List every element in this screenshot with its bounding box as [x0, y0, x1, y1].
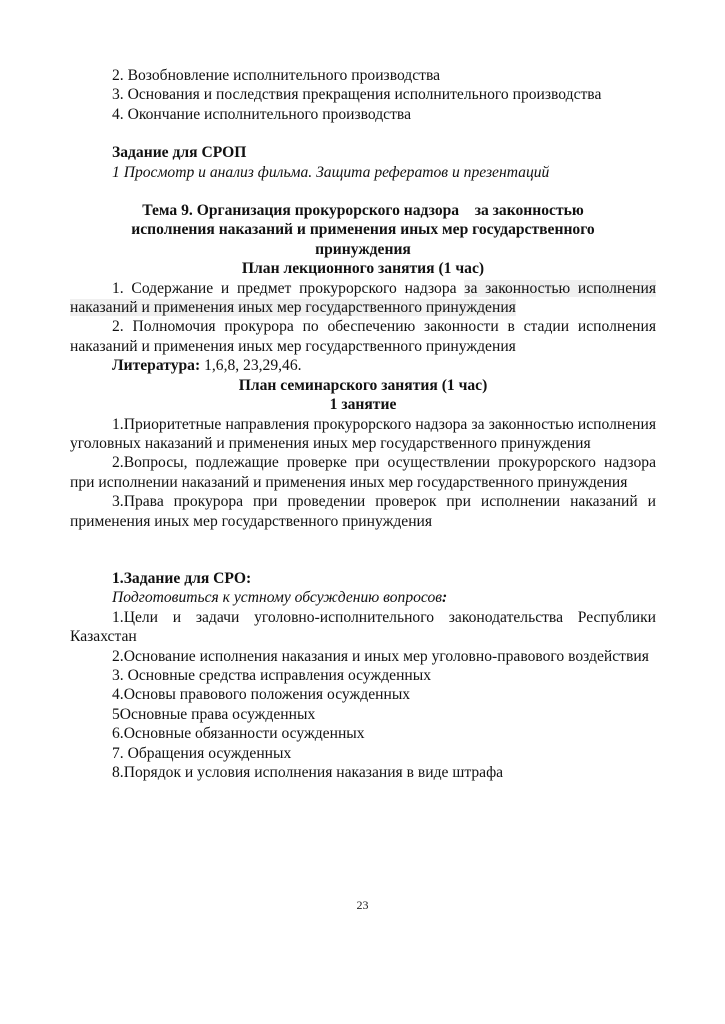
sro-item: 2.Основание исполнения наказания и иных мер уголовно-правового воздействия [112, 647, 649, 665]
sro-heading: 1.Задание для СРО: [112, 569, 252, 587]
list-item: 2. Возобновление исполнительного производства [112, 67, 441, 84]
sro-item: 7. Обращения осужденных [112, 744, 292, 762]
seminar-item: 1.Приоритетные направления прокурорского надзора за законностью исполнения уголовных наказаний и применения иных мер государственного принуждения [70, 415, 656, 452]
sro-item: 3. Основные средства исправления осужденных [112, 666, 432, 684]
seminar-item: 3.Права прокурора при проведении проверок при исполнении наказаний и применения иных мер государственного принуждения [70, 493, 656, 530]
lecture-plan-heading: План лекционного занятия (1 час) [241, 260, 485, 278]
sro-subheading: Подготовиться к устному обсуждению вопросов: [112, 589, 448, 607]
sro-item: 6.Основные обязанности осужденных [112, 725, 365, 743]
list-item: 4. Окончание исполнительного производства [112, 105, 411, 123]
sro-item: 8.Порядок и условия исполнения наказания в виде штрафа [112, 764, 504, 781]
seminar-subheading: 1 занятие [329, 396, 397, 414]
sro-item: 5Основные права осужденных [112, 705, 316, 723]
literature: Литература: 1,6,8, 23,29,46. [112, 357, 302, 375]
srop-heading: Задание для СРОП [112, 144, 247, 162]
sro-item: 4.Основы правового положения осужденных [112, 686, 411, 704]
srop-text: 1 Просмотр и анализ фильма. Защита рефератов и презентаций [112, 163, 550, 181]
topic-title: Тема 9. Организация прокурорского надзора за законностью исполнения наказаний и применения иных мер государственного принуждения [131, 202, 595, 258]
document-page [70, 66, 656, 782]
seminar-item: 2.Вопросы, подлежащие проверке при осуществлении прокурорского надзора при исполнении наказаний и применения иных мер государственного принуждения [70, 454, 656, 491]
page-number: 23 [356, 898, 369, 912]
sro-item: 1.Цели и задачи уголовно-исполнительного законодательства Республики Казахстан [70, 608, 656, 646]
seminar-plan-heading: План семинарского занятия (1 час) [238, 376, 488, 394]
lecture-item: 2. Полномочия прокурора по обеспечению законности в стадии исполнения наказаний и применения иных мер государственного принуждения [70, 318, 656, 355]
lecture-item: 1. Содержание и предмет прокурорского надзора за законностью исполнения наказаний и применения иных мер государственного принуждения [70, 279, 656, 317]
list-item: 3. Основания и последствия прекращения исполнительного производства [112, 86, 602, 104]
